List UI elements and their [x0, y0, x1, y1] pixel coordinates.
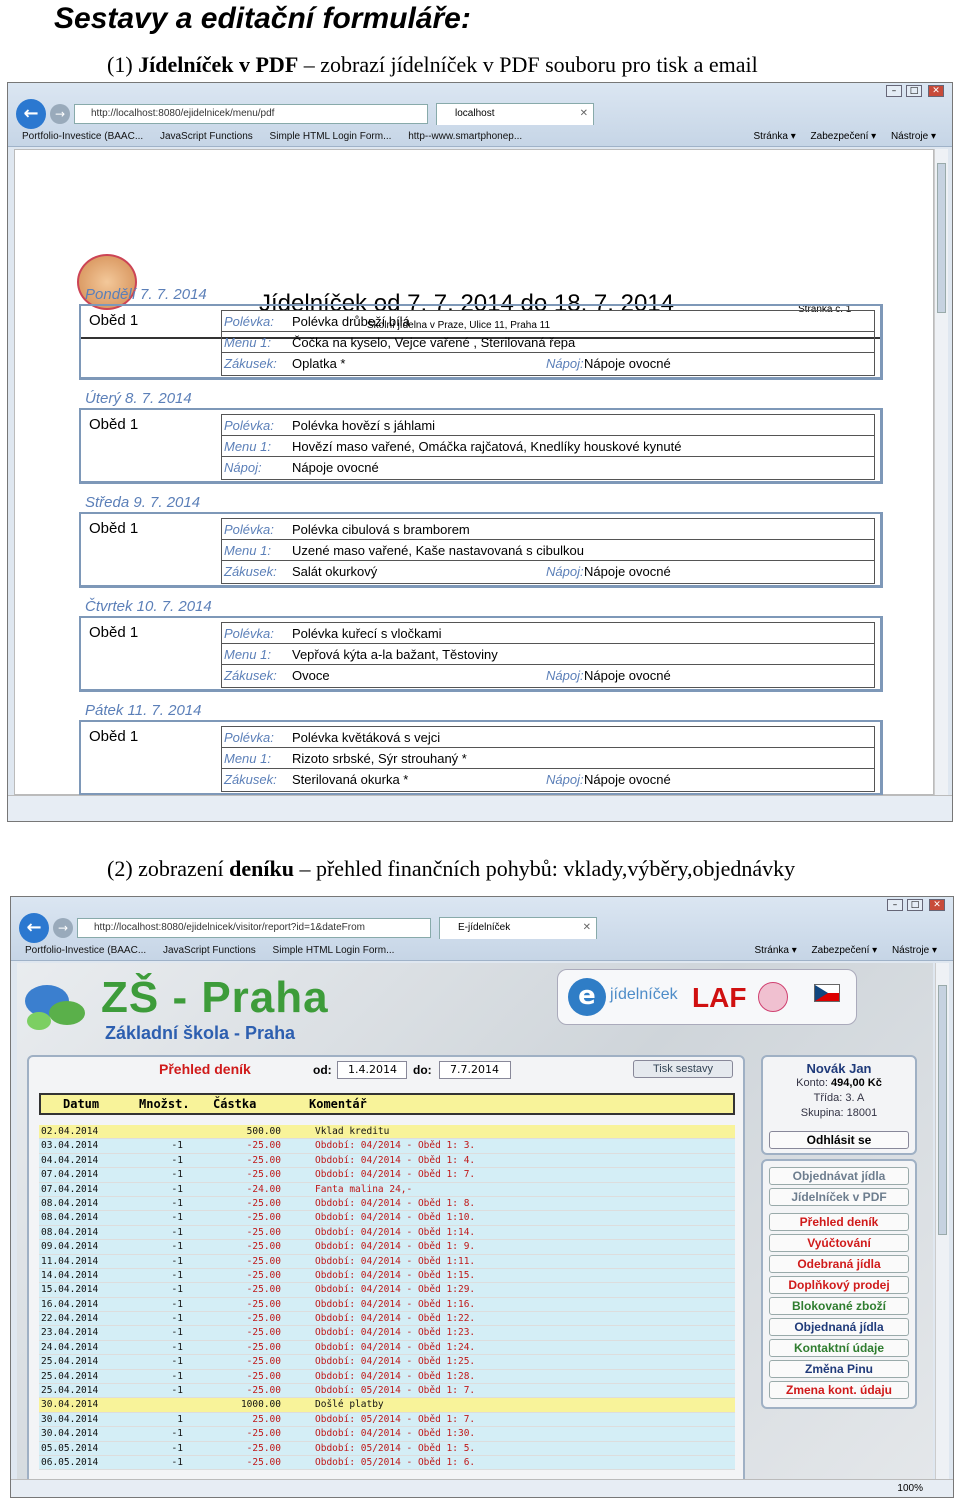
cell-comment: Období: 04/2014 - Oběd 1: 3.	[315, 1140, 476, 1152]
tab-label: E-jídelníček	[458, 922, 511, 933]
cell-amount: -25.00	[246, 1212, 281, 1224]
day-date: Úterý 8. 7. 2014	[85, 390, 192, 407]
cell-comment: Došlé platby	[315, 1399, 384, 1411]
status-bar	[11, 1479, 953, 1497]
side-menu	[761, 1159, 917, 1409]
cell-comment: Období: 04/2014 - Oběd 1:25.	[315, 1356, 476, 1368]
meal-row-value: Hovězí maso vařené, Omáčka rajčatová, Knedlíky houskové kynuté	[292, 439, 682, 454]
brand-banner	[557, 969, 857, 1025]
laf-logo: LAF	[692, 982, 747, 1013]
cell-amount: -25.00	[246, 1341, 281, 1353]
tab-label: localhost	[455, 108, 495, 119]
class-value: 3. A	[845, 1092, 865, 1104]
meal-label: Oběd 1	[89, 312, 139, 329]
cell-qty: -1	[171, 1212, 183, 1224]
cell-qty: -1	[171, 1456, 183, 1468]
table-row	[39, 1240, 735, 1254]
cell-date: 25.04.2014	[41, 1356, 99, 1368]
section-1-bold: Jídelníček v PDF	[138, 52, 299, 77]
report-title: Přehled deník	[159, 1061, 251, 1077]
cell-comment: Období: 05/2014 - Oběd 1: 7.	[315, 1385, 476, 1397]
cell-qty: -1	[171, 1197, 183, 1209]
cell-comment: Vklad kreditu	[315, 1126, 390, 1137]
day-box	[79, 512, 883, 588]
table-row	[39, 1398, 735, 1412]
day-box	[79, 408, 883, 484]
cell-amount: -25.00	[246, 1385, 281, 1397]
globe-icon[interactable]	[758, 982, 788, 1012]
screenshot-journal	[10, 896, 954, 1498]
cell-date: 24.04.2014	[41, 1341, 99, 1353]
meal-row-value: Polévka květáková s vejci	[292, 730, 441, 745]
date-to-input[interactable]: 7.7.2014	[439, 1061, 511, 1079]
menu-button[interactable]: Kontaktní údaje	[769, 1339, 909, 1357]
cell-comment: Období: 05/2014 - Oběd 1: 5.	[315, 1442, 476, 1454]
czech-flag-icon[interactable]	[814, 984, 840, 1002]
section-2-number: (2)	[107, 856, 133, 881]
forward-icon[interactable]: →	[50, 104, 70, 124]
journal-panel	[27, 1055, 745, 1483]
cell-qty: -1	[171, 1385, 183, 1397]
page-number: Stránka č. 1	[798, 304, 852, 315]
scrollbar-thumb[interactable]	[937, 163, 946, 313]
close-icon[interactable]: ✕	[582, 922, 591, 933]
section-1-number: (1)	[107, 52, 133, 77]
meal-row-label: Zákusek:	[224, 564, 277, 579]
brand-name: jídelníček	[610, 986, 678, 1003]
favorite-link[interactable]: http--www.smartphonep...	[408, 131, 523, 142]
cell-amount: -25.00	[246, 1356, 281, 1368]
group-value: 18001	[846, 1107, 878, 1119]
account-balance: 494,00 Kč	[831, 1077, 882, 1089]
date-from-input[interactable]: 1.4.2014	[337, 1061, 407, 1079]
drink-label: Nápoj:	[546, 356, 584, 371]
meal-row	[222, 519, 874, 540]
meal-row	[222, 436, 874, 457]
account-label: Konto:	[796, 1077, 828, 1089]
to-label: do:	[413, 1063, 432, 1077]
cell-comment: Období: 04/2014 - Oběd 1:28.	[315, 1370, 476, 1382]
back-icon[interactable]: ←	[19, 913, 49, 943]
meal-row	[222, 727, 874, 748]
table-row	[39, 1355, 735, 1369]
school-line: Školní jídelna v Praze, Ulice 11, Praha 11	[367, 320, 551, 331]
meal-row	[222, 332, 874, 353]
cell-qty: -1	[171, 1370, 183, 1382]
back-icon[interactable]: ←	[16, 99, 46, 129]
menu-button[interactable]: Vyúčtování	[769, 1234, 909, 1252]
table-row	[39, 1312, 735, 1326]
section-2-pre: zobrazení	[138, 856, 224, 881]
tools-menu[interactable]: Nástroje ▾	[891, 945, 937, 956]
cell-qty: -1	[171, 1226, 183, 1238]
menu-button[interactable]: Objednávat jídla	[769, 1167, 909, 1185]
table-row	[39, 1370, 735, 1384]
cell-date: 30.04.2014	[41, 1413, 99, 1425]
section-2-bold: deníku	[229, 856, 294, 881]
cell-comment: Období: 05/2014 - Oběd 1: 6.	[315, 1456, 476, 1468]
meal-row-label: Menu 1:	[224, 751, 271, 766]
meal-row	[222, 540, 874, 561]
day-date: Pátek 11. 7. 2014	[85, 702, 202, 719]
meal-row-label: Menu 1:	[224, 647, 271, 662]
cell-comment: Období: 04/2014 - Oběd 1:30.	[315, 1428, 476, 1440]
cell-qty: -1	[171, 1313, 183, 1325]
table-row	[39, 1226, 735, 1240]
cell-amount: -25.00	[246, 1154, 281, 1166]
table-row	[39, 1413, 735, 1427]
cell-date: 03.04.2014	[41, 1140, 99, 1152]
table-row	[39, 1154, 735, 1168]
page-menu[interactable]: Stránka ▾	[753, 131, 796, 142]
cell-date: 15.04.2014	[41, 1284, 99, 1296]
ejidelnicek-app	[17, 963, 933, 1483]
cell-amount: -25.00	[246, 1226, 281, 1238]
col-qty: Množst.	[139, 1097, 190, 1111]
meal-row	[222, 665, 874, 686]
from-label: od:	[313, 1063, 332, 1077]
cell-date: 08.04.2014	[41, 1212, 99, 1224]
section-2-text: – přehled finančních pohybů: vklady,výběry,objednávky	[299, 856, 796, 881]
table-row	[39, 1298, 735, 1312]
cell-date: 11.04.2014	[41, 1255, 99, 1267]
meal-row	[222, 769, 874, 790]
table-row	[39, 1269, 735, 1283]
meal-row-value: Ovoce	[292, 668, 330, 683]
meal-row-label: Polévka:	[224, 730, 274, 745]
day-box	[79, 616, 883, 692]
page-menu[interactable]: Stránka ▾	[754, 945, 797, 956]
cell-amount: -25.00	[246, 1255, 281, 1267]
meal-row-value: Oplatka *	[292, 356, 346, 371]
user-name: Novák Jan	[806, 1061, 872, 1076]
cell-date: 23.04.2014	[41, 1327, 99, 1339]
security-menu[interactable]: Zabezpečení ▾	[810, 131, 877, 142]
meal-label: Oběd 1	[89, 520, 139, 537]
drink-label: Nápoj:	[546, 564, 584, 579]
cell-date: 30.04.2014	[41, 1428, 99, 1440]
cell-qty: -1	[171, 1298, 183, 1310]
cell-amount: -25.00	[246, 1428, 281, 1440]
vertical-scrollbar[interactable]	[935, 963, 949, 1483]
cell-amount: -25.00	[246, 1298, 281, 1310]
meal-row	[222, 748, 874, 769]
favorite-link[interactable]: JavaScript Functions	[162, 945, 256, 956]
cell-date: 16.04.2014	[41, 1298, 99, 1310]
class-label: Třída:	[813, 1092, 843, 1104]
table-row	[39, 1456, 735, 1470]
meal-row-label: Menu 1:	[224, 439, 271, 454]
meal-row	[222, 415, 874, 436]
meal-row-label: Polévka:	[224, 418, 274, 433]
document-heading: Sestavy a editační formuláře:	[54, 2, 471, 35]
cell-comment: Období: 04/2014 - Oběd 1: 7.	[315, 1169, 476, 1181]
cell-amount: -25.00	[246, 1169, 281, 1181]
table-row	[39, 1197, 735, 1211]
cell-qty: -1	[171, 1183, 183, 1195]
meal-row	[222, 311, 874, 332]
meal-row-value: Nápoje ovocné	[292, 460, 379, 475]
meal-label: Oběd 1	[89, 416, 139, 433]
cell-comment: Období: 05/2014 - Oběd 1: 7.	[315, 1413, 476, 1425]
group-line	[763, 1106, 915, 1121]
drink-label: Nápoj:	[546, 668, 584, 683]
cell-qty: -1	[171, 1428, 183, 1440]
cell-qty: -1	[171, 1269, 183, 1281]
cell-qty: -1	[171, 1154, 183, 1166]
table-row	[39, 1211, 735, 1225]
vertical-scrollbar[interactable]	[934, 149, 948, 795]
col-amount: Částka	[213, 1097, 257, 1111]
cell-comment: Období: 04/2014 - Oběd 1:24.	[315, 1341, 476, 1353]
table-row	[39, 1326, 735, 1340]
window-close-icon[interactable]: ✕	[929, 899, 945, 911]
section-2-caption	[107, 856, 795, 882]
cell-date: 22.04.2014	[41, 1313, 99, 1325]
cell-date: 14.04.2014	[41, 1269, 99, 1281]
menu-button[interactable]: Doplňkový prodej	[769, 1276, 909, 1294]
meal-row-value: Uzené maso vařené, Kaše nastavovaná s cibulkou	[292, 543, 584, 558]
cell-date: 02.04.2014	[41, 1126, 99, 1137]
table-row	[39, 1384, 735, 1398]
zoom-level[interactable]: 100%	[897, 1483, 923, 1494]
tools-menu[interactable]: Nástroje ▾	[890, 131, 936, 142]
school-name: ZŠ - Praha	[101, 973, 329, 1022]
cell-comment: Období: 04/2014 - Oběd 1:10.	[315, 1212, 476, 1224]
group-label: Skupina:	[800, 1107, 844, 1119]
account-line	[763, 1076, 915, 1091]
meal-label: Oběd 1	[89, 728, 139, 745]
meal-row-label: Zákusek:	[224, 668, 277, 683]
day-date: Pondělí 7. 7. 2014	[85, 286, 207, 303]
maximize-icon[interactable]: □	[906, 85, 922, 97]
meal-row	[222, 561, 874, 582]
meal-row-label: Menu 1:	[224, 335, 271, 350]
cell-qty: -1	[171, 1341, 183, 1353]
table-row	[39, 1341, 735, 1355]
drink-value: Nápoje ovocné	[584, 772, 671, 787]
section-1-caption	[107, 52, 758, 78]
minimize-icon[interactable]: –	[886, 85, 902, 97]
browser-tab[interactable]	[436, 103, 594, 125]
cell-amount: -25.00	[246, 1456, 281, 1468]
cell-qty: -1	[171, 1327, 183, 1339]
drink-value: Nápoje ovocné	[584, 564, 671, 579]
status-bar	[8, 795, 952, 821]
minimize-icon[interactable]: –	[887, 899, 903, 911]
cell-date: 30.04.2014	[41, 1399, 99, 1411]
col-date: Datum	[63, 1097, 100, 1111]
cell-date: 08.04.2014	[41, 1226, 99, 1238]
cell-qty: -1	[171, 1241, 183, 1253]
table-row	[39, 1183, 735, 1197]
cell-amount: -25.00	[246, 1313, 281, 1325]
cell-date: 08.04.2014	[41, 1197, 99, 1209]
forward-icon[interactable]: →	[53, 918, 73, 938]
favorite-link[interactable]: Portfolio-Investice (BAAC...	[25, 945, 147, 956]
menu-button[interactable]: Jídelníček v PDF	[769, 1188, 909, 1206]
day-box	[79, 720, 883, 796]
security-menu[interactable]: Zabezpečení ▾	[811, 945, 878, 956]
favorite-link[interactable]: Portfolio-Investice (BAAC...	[22, 131, 144, 142]
cell-amount: -25.00	[246, 1140, 281, 1152]
user-card	[761, 1055, 917, 1155]
meal-row	[222, 353, 874, 374]
favorite-link[interactable]: Simple HTML Login Form...	[269, 131, 392, 142]
cell-amount: -25.00	[246, 1284, 281, 1296]
table-row	[39, 1125, 735, 1139]
meal-row	[222, 644, 874, 665]
cell-amount: 1000.00	[240, 1399, 281, 1411]
meal-row-value: Vepřová kýta a-la bažant, Těstoviny	[292, 647, 498, 662]
cell-comment: Období: 04/2014 - Oběd 1:16.	[315, 1298, 476, 1310]
menu-button[interactable]: Odebraná jídla	[769, 1255, 909, 1273]
menu-button[interactable]: Objednaná jídla	[769, 1318, 909, 1336]
address-bar[interactable]: http://localhost:8080/ejidelnicek/menu/pdf	[74, 104, 428, 124]
browser-toolbar	[11, 897, 953, 961]
meal-table	[221, 622, 875, 688]
table-row	[39, 1168, 735, 1182]
cell-comment: Období: 04/2014 - Oběd 1: 9.	[315, 1241, 476, 1253]
meal-row-label: Zákusek:	[224, 356, 277, 371]
cell-amount: -24.00	[246, 1183, 281, 1195]
cell-comment: Období: 04/2014 - Oběd 1:14.	[315, 1226, 476, 1238]
meal-row-label: Polévka:	[224, 314, 274, 329]
table-row	[39, 1427, 735, 1441]
drink-value: Nápoje ovocné	[584, 668, 671, 683]
cell-comment: Období: 04/2014 - Oběd 1:29.	[315, 1284, 476, 1296]
window-close-icon[interactable]: ✕	[928, 85, 944, 97]
col-comment: Komentář	[309, 1097, 367, 1111]
journal-table	[39, 1125, 735, 1470]
drink-value: Nápoje ovocné	[584, 356, 671, 371]
section-1-text: – zobrazí jídelníček v PDF souboru pro tisk a email	[303, 52, 758, 77]
pdf-viewer	[14, 149, 934, 795]
cell-comment: Období: 04/2014 - Oběd 1:11.	[315, 1255, 476, 1267]
command-bar	[742, 127, 937, 147]
table-row	[39, 1442, 735, 1456]
school-subtitle: Základní škola - Praha	[105, 1023, 296, 1043]
meal-row-value: Polévka drůbeží bílá	[292, 314, 410, 329]
cell-amount: -25.00	[246, 1327, 281, 1339]
cell-comment: Fanta malina 24,-	[315, 1183, 413, 1195]
meal-row-label: Menu 1:	[224, 543, 271, 558]
meal-table	[221, 726, 875, 792]
cell-qty: -1	[171, 1140, 183, 1152]
cell-date: 06.05.2014	[41, 1456, 99, 1468]
day-date: Středa 9. 7. 2014	[85, 494, 201, 511]
address-bar[interactable]: http://localhost:8080/ejidelnicek/visitor/report?id=1&dateFrom	[77, 918, 431, 938]
cell-date: 05.05.2014	[41, 1442, 99, 1454]
cell-comment: Období: 04/2014 - Oběd 1: 8.	[315, 1197, 476, 1209]
cell-amount: 500.00	[246, 1126, 281, 1137]
menu-button[interactable]: Blokované zboží	[769, 1297, 909, 1315]
logout-button[interactable]: Odhlásit se	[769, 1131, 909, 1149]
table-row	[39, 1283, 735, 1297]
menu-button[interactable]: Změna Pinu	[769, 1360, 909, 1378]
meal-row-value: Salát okurkový	[292, 564, 378, 579]
cell-amount: -25.00	[246, 1370, 281, 1382]
class-line	[763, 1091, 915, 1106]
cell-amount: -25.00	[246, 1241, 281, 1253]
cell-qty: -1	[171, 1442, 183, 1454]
cell-date: 25.04.2014	[41, 1370, 99, 1382]
browser-toolbar	[8, 83, 952, 147]
cell-amount: -25.00	[246, 1269, 281, 1281]
meal-row-label: Polévka:	[224, 522, 274, 537]
meal-row-label: Zákusek:	[224, 772, 277, 787]
meal-table	[221, 414, 875, 480]
meal-row-label: Nápoj:	[224, 460, 262, 475]
favorite-link[interactable]: Simple HTML Login Form...	[272, 945, 395, 956]
menu-button[interactable]: Zmena kont. údaju	[769, 1381, 909, 1399]
cell-date: 07.04.2014	[41, 1169, 99, 1181]
e-logo-icon: e	[568, 978, 606, 1016]
command-bar	[743, 941, 938, 961]
meal-row-value: Polévka cibulová s bramborem	[292, 522, 470, 537]
cell-date: 25.04.2014	[41, 1385, 99, 1397]
meal-table	[221, 518, 875, 584]
meal-row	[222, 457, 874, 478]
cell-qty: -1	[171, 1284, 183, 1296]
day-box	[79, 304, 883, 380]
close-icon[interactable]: ✕	[579, 108, 588, 119]
meal-row-value: Polévka hovězí s jáhlami	[292, 418, 436, 433]
table-row	[39, 1139, 735, 1153]
cell-amount: 25.00	[252, 1413, 281, 1425]
maximize-icon[interactable]: □	[907, 899, 923, 911]
cell-qty: -1	[171, 1356, 183, 1368]
cell-date: 07.04.2014	[41, 1183, 99, 1195]
cell-qty: -1	[171, 1255, 183, 1267]
meal-label: Oběd 1	[89, 624, 139, 641]
cell-qty: -1	[171, 1169, 183, 1181]
cell-comment: Období: 04/2014 - Oběd 1: 4.	[315, 1154, 476, 1166]
meal-row-value: Polévka kuřecí s vločkami	[292, 626, 442, 641]
screenshot-pdf-menu	[7, 82, 953, 822]
meal-row-value: Sterilovaná okurka *	[292, 772, 409, 787]
meal-row-value: Rizoto srbské, Sýr strouhaný *	[292, 751, 467, 766]
cell-amount: -25.00	[246, 1442, 281, 1454]
cell-comment: Období: 04/2014 - Oběd 1:22.	[315, 1313, 476, 1325]
print-report-button[interactable]: Tisk sestavy	[633, 1060, 733, 1078]
drink-label: Nápoj:	[546, 772, 584, 787]
menu-button[interactable]: Přehled deník	[769, 1213, 909, 1231]
scrollbar-thumb[interactable]	[938, 985, 947, 1235]
cell-amount: -25.00	[246, 1197, 281, 1209]
browser-tab[interactable]	[439, 917, 597, 939]
cell-qty: 1	[177, 1413, 183, 1425]
meal-row-value: Čočka na kyselo, Vejce vařené , Sterilovaná řepa	[292, 335, 576, 350]
cell-comment: Období: 04/2014 - Oběd 1:15.	[315, 1269, 476, 1281]
cell-comment: Období: 04/2014 - Oběd 1:23.	[315, 1327, 476, 1339]
meal-row	[222, 623, 874, 644]
day-date: Čtvrtek 10. 7. 2014	[85, 598, 212, 615]
favorite-link[interactable]: JavaScript Functions	[159, 131, 253, 142]
menu-title: Jídelníček od 7. 7. 2014 do 18. 7. 2014	[259, 290, 674, 317]
cell-date: 04.04.2014	[41, 1154, 99, 1166]
meal-row-label: Polévka:	[224, 626, 274, 641]
meal-table	[221, 310, 875, 376]
cell-date: 09.04.2014	[41, 1241, 99, 1253]
table-row	[39, 1255, 735, 1269]
table-header	[39, 1093, 735, 1115]
leaf-logo-icon	[17, 973, 107, 1043]
